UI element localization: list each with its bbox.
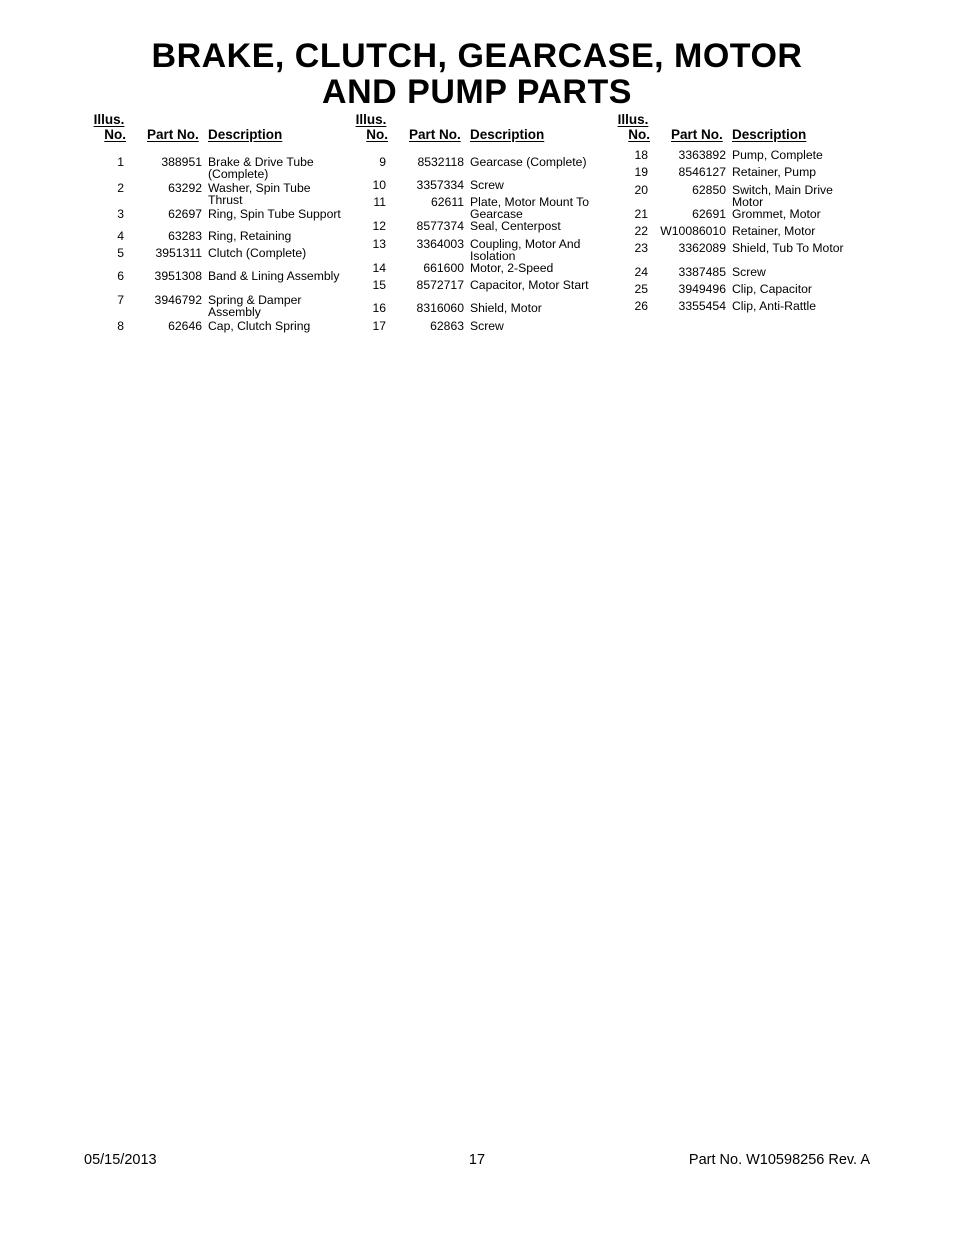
- part-description: [470, 238, 610, 262]
- description-line: (Complete): [208, 167, 269, 181]
- part-number: W10086010: [660, 224, 726, 238]
- part-number: 62691: [692, 207, 726, 221]
- part-description: [470, 179, 610, 191]
- description-line: Cap, Clutch Spring: [208, 319, 311, 333]
- part-description: [732, 300, 872, 312]
- description-line: Gearcase: [470, 207, 523, 221]
- illus-number: 12: [372, 219, 386, 233]
- column-header: [616, 112, 876, 146]
- part-number: 8532118: [417, 155, 464, 169]
- part-number: 661600: [423, 261, 464, 275]
- footer-part-number: Part No. W10598256 Rev. A: [688, 1152, 870, 1168]
- description-line: Clip, Anti-Rattle: [732, 299, 816, 313]
- description-line: Spring & Damper: [208, 293, 302, 307]
- illus-number: 14: [372, 261, 386, 275]
- part-description: [732, 208, 872, 220]
- part-description: [470, 220, 610, 232]
- column-header: [92, 112, 352, 146]
- part-number: 3951311: [155, 246, 202, 260]
- part-number: 3355454: [678, 299, 726, 313]
- part-number: 388951: [161, 155, 202, 169]
- description-line: Assembly: [208, 305, 261, 319]
- header-part-no: Part No.: [409, 127, 461, 142]
- description-line: Seal, Centerpost: [470, 219, 561, 233]
- title-line-1: BRAKE, CLUTCH, GEARCASE, MOTOR: [151, 37, 803, 75]
- description-line: Screw: [732, 265, 766, 279]
- part-number: 62697: [168, 207, 202, 221]
- part-number: 3949496: [678, 282, 726, 296]
- part-number: 62850: [692, 183, 726, 197]
- part-number: 8316060: [416, 301, 464, 315]
- parts-column-1: [92, 112, 352, 333]
- part-description: [470, 262, 610, 274]
- part-description: [208, 270, 348, 282]
- part-number: 63283: [168, 229, 202, 243]
- description-line: Clip, Capacitor: [732, 282, 812, 296]
- parts-column-3: [616, 112, 876, 313]
- header-no: No.: [104, 127, 126, 142]
- illus-number: 11: [373, 195, 386, 209]
- part-description: [470, 156, 610, 168]
- illus-number: 25: [634, 282, 648, 296]
- description-line: Shield, Motor: [470, 301, 542, 315]
- part-description: [732, 242, 872, 254]
- part-number: 8546127: [678, 165, 726, 179]
- description-line: Screw: [470, 319, 504, 333]
- header-no: No.: [628, 127, 650, 142]
- part-description: [470, 279, 610, 291]
- part-number: 3387485: [678, 265, 726, 279]
- illus-number: 5: [117, 246, 124, 260]
- illus-number: 20: [634, 183, 648, 197]
- description-line: Grommet, Motor: [732, 207, 821, 221]
- title-line-2: AND PUMP PARTS: [322, 73, 632, 111]
- part-number: 3362089: [678, 241, 726, 255]
- description-line: Isolation: [470, 249, 516, 263]
- part-description: [470, 196, 610, 220]
- description-line: Capacitor, Motor Start: [470, 278, 589, 292]
- description-line: Plate, Motor Mount To: [470, 195, 589, 209]
- part-description: [208, 208, 348, 220]
- illus-number: 3: [117, 207, 124, 221]
- part-description: [470, 320, 610, 332]
- illus-number: 17: [372, 319, 386, 333]
- part-number: 3946792: [154, 293, 202, 307]
- parts-column-2: [354, 112, 614, 333]
- illus-number: 8: [117, 319, 124, 333]
- header-illus: Illus.: [355, 112, 387, 127]
- illus-number: 26: [634, 299, 648, 313]
- part-description: [208, 320, 348, 332]
- illus-number: 21: [634, 207, 648, 221]
- part-number: 62863: [430, 319, 464, 333]
- part-number: 3951308: [154, 269, 202, 283]
- part-number: 8577374: [416, 219, 464, 233]
- header-part-no: Part No.: [671, 127, 723, 142]
- header-description: Description: [470, 127, 545, 142]
- illus-number: 24: [634, 265, 648, 279]
- description-line: Retainer, Motor: [732, 224, 816, 238]
- illus-number: 22: [634, 224, 648, 238]
- illus-number: 1: [117, 155, 124, 169]
- part-number: 3363892: [678, 148, 726, 162]
- illus-number: 19: [634, 165, 648, 179]
- part-description: [732, 149, 872, 161]
- part-number: 62646: [168, 319, 202, 333]
- description-line: Thrust: [208, 193, 243, 207]
- part-number: 8572717: [416, 278, 464, 292]
- part-description: [208, 294, 348, 318]
- part-number: 3357334: [416, 178, 464, 192]
- illus-number: 23: [634, 241, 648, 255]
- illus-number: 15: [372, 278, 386, 292]
- description-line: Motor: [732, 195, 764, 209]
- column-header: [354, 112, 614, 146]
- description-line: Ring, Retaining: [208, 229, 292, 243]
- description-line: Washer, Spin Tube: [208, 181, 311, 195]
- illus-number: 10: [372, 178, 386, 192]
- illus-number: 7: [117, 293, 124, 307]
- page-title: [0, 38, 954, 110]
- illus-number: 9: [379, 155, 386, 169]
- part-description: [732, 166, 872, 178]
- part-number: 3364003: [416, 237, 464, 251]
- header-description: Description: [732, 127, 807, 142]
- part-description: [208, 247, 348, 259]
- header-part-no: Part No.: [147, 127, 199, 142]
- illus-number: 16: [372, 301, 386, 315]
- part-description: [732, 184, 872, 208]
- description-line: Switch, Main Drive: [732, 183, 833, 197]
- description-line: Shield, Tub To Motor: [732, 241, 844, 255]
- description-line: Coupling, Motor And: [470, 237, 581, 251]
- description-line: Pump, Complete: [732, 148, 823, 162]
- description-line: Clutch (Complete): [208, 246, 307, 260]
- illus-number: 2: [117, 181, 124, 195]
- header-illus: Illus.: [617, 112, 649, 127]
- part-description: [208, 156, 348, 180]
- description-line: Ring, Spin Tube Support: [208, 207, 341, 221]
- header-illus: Illus.: [93, 112, 125, 127]
- part-number: 63292: [168, 181, 202, 195]
- description-line: Band & Lining Assembly: [208, 269, 340, 283]
- illus-number: 18: [634, 148, 648, 162]
- part-description: [732, 266, 872, 278]
- illus-number: 13: [372, 237, 386, 251]
- illus-number: 6: [117, 269, 124, 283]
- description-line: Gearcase (Complete): [470, 155, 587, 169]
- description-line: Retainer, Pump: [732, 165, 817, 179]
- part-number: 62611: [431, 195, 464, 209]
- illus-number: 4: [117, 229, 124, 243]
- part-description: [470, 302, 610, 314]
- description-line: Screw: [470, 178, 504, 192]
- header-no: No.: [366, 127, 388, 142]
- footer-date: 05/15/2013: [84, 1152, 157, 1168]
- part-description: [208, 230, 348, 242]
- description-line: Brake & Drive Tube: [208, 155, 314, 169]
- header-description: Description: [208, 127, 283, 142]
- part-description: [732, 283, 872, 295]
- part-description: [732, 225, 872, 237]
- footer-page-number: 17: [468, 1152, 486, 1168]
- description-line: Motor, 2-Speed: [470, 261, 554, 275]
- part-description: [208, 182, 348, 206]
